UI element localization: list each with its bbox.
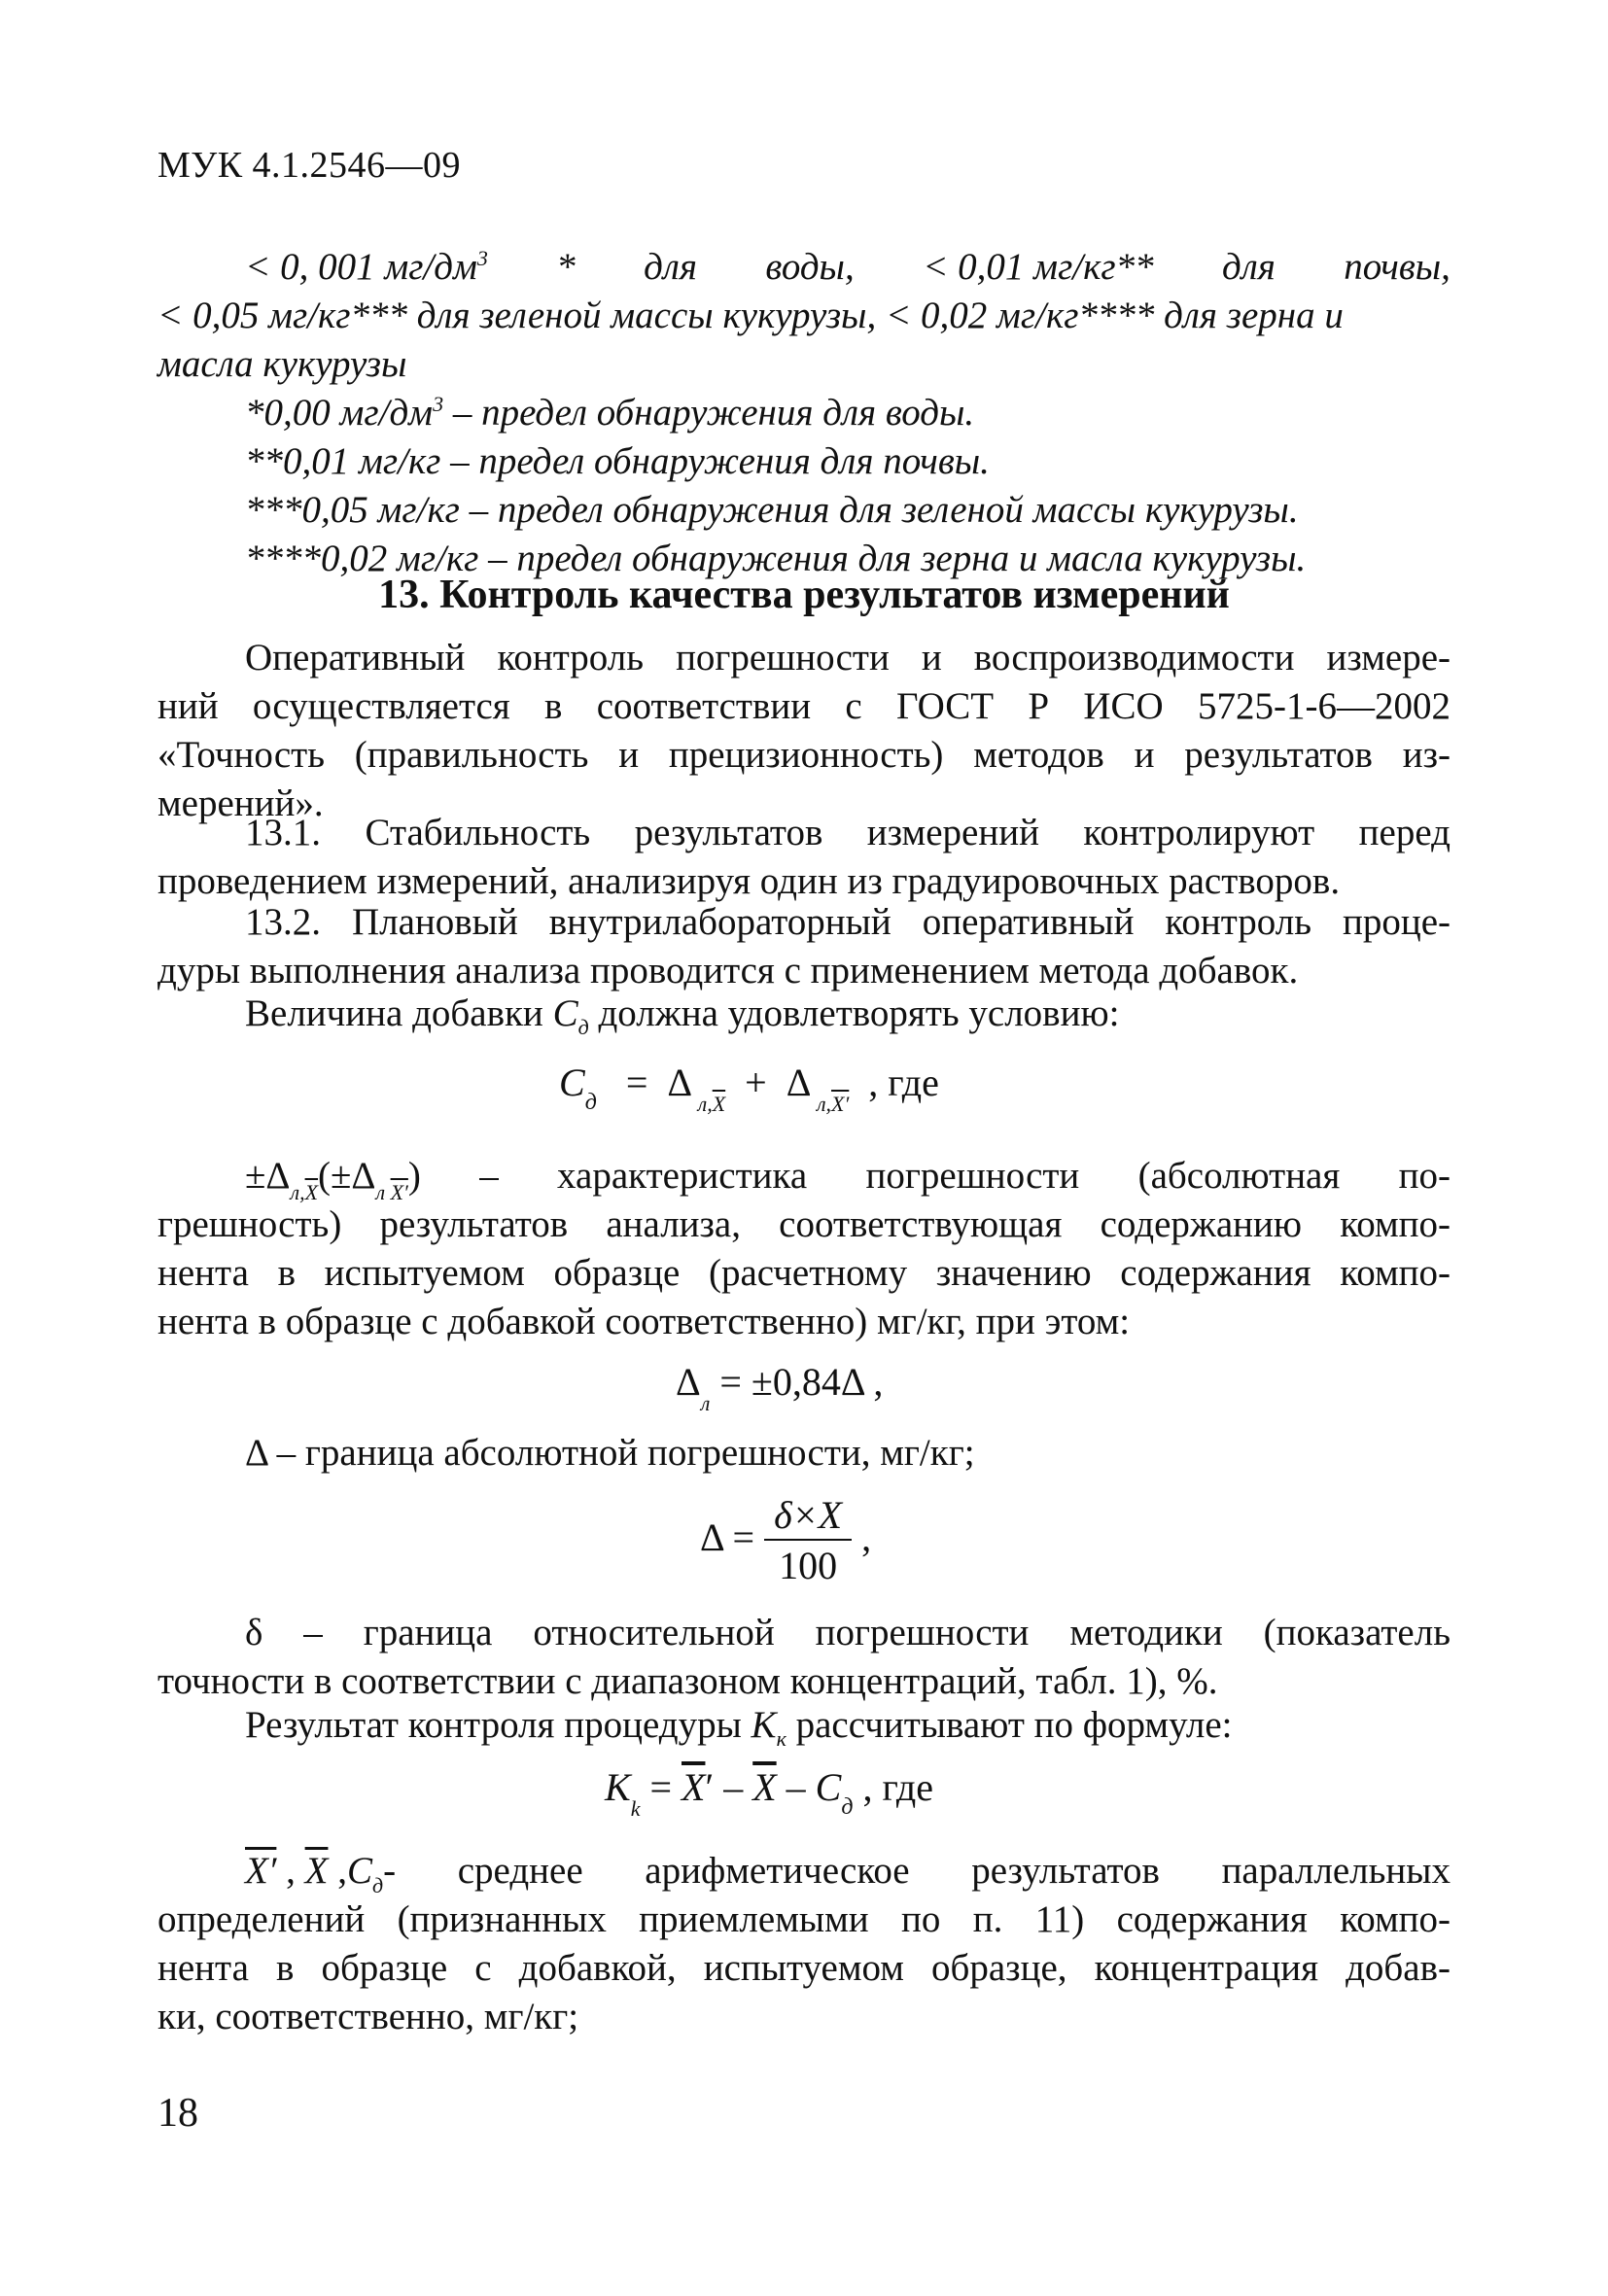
paragraph-13-2: [157, 898, 1451, 995]
p2-line-1: 13.1. Стабильность результатов измерений контролируют перед: [245, 812, 1451, 853]
section-title: 13. Контроль качества результатов измерений: [378, 573, 1230, 617]
paragraph-control: [157, 634, 1451, 828]
detection-limits: [157, 243, 1451, 583]
limits-note-2: **0,01 мг/кг – предел обнаружения для почвы.: [245, 440, 990, 482]
page-number: 18: [157, 2091, 198, 2136]
p5-line-3: нента в испытуемом образце (расчетному значению содержания компо-: [157, 1252, 1451, 1294]
p8-line: Результат контроля процедуры $K_к$ рассчитывают по формуле:: [245, 1704, 1233, 1751]
equation-kk: $K_k = \overline{X}' - \overline{X} - C_д$ , где: [605, 1765, 933, 1821]
p3-line-1: 13.2. Плановый внутрилабораторный оперативный контроль проце-: [245, 901, 1451, 943]
paragraph-13-1: [157, 809, 1451, 906]
paragraph-relative-error: [157, 1609, 1451, 1706]
equation-addition: $C_д = \Delta$ $_{л,\overline{X}}$ + Δ $_{л,X'}$ , где: [559, 1061, 939, 1116]
p3-line-2: дуры выполнения анализа проводится с применением метода добавок.: [157, 950, 1299, 991]
limits-line-3: масла кукурузы: [157, 343, 407, 385]
paragraph-addition-condition: [157, 990, 1451, 1038]
p1-line-3: «Точность (правильность и прецизионность) методов и результатов из-: [157, 734, 1451, 776]
limits-note-4: ****0,02 мг/кг – предел обнаружения для зерна и масла кукурузы.: [245, 538, 1307, 579]
p7-line-1: δ – граница относительной погрешности методики (показатель: [245, 1612, 1451, 1653]
limits-line-2: < 0,05 мг/кг*** для зеленой массы кукурузы, < 0,02 мг/кг**** для зерна и: [157, 295, 1344, 336]
document-header: МУК 4.1.2546—09: [157, 145, 462, 186]
paragraph-absolute-error: [157, 1429, 1451, 1478]
equation-delta: Δ = $\frac{\delta\times X}{100}$ ,: [700, 1493, 872, 1587]
paragraph-mean: [157, 1847, 1451, 2041]
equation-delta-l: $\Delta_л = \pm 0,84\Delta$ ,: [676, 1360, 884, 1415]
p5-line-4: нента в образце с добавкой соответственно) мг/кг, при этом:: [157, 1301, 1131, 1342]
p1-line-2: ний осуществляется в соответствии с ГОСТ Р ИСО 5725-1-6—2002: [157, 685, 1451, 727]
p9-line-2: определений (признанных приемлемыми по п. 11) содержания компо-: [157, 1898, 1451, 1940]
limits-note-3: ***0,05 мг/кг – предел обнаружения для зеленой массы кукурузы.: [245, 489, 1299, 531]
p4-line: Величина добавки $C_д$ должна удовлетворять условию:: [245, 992, 1120, 1039]
limits-note-1: *0,00 $мг/дм^3$ – предел обнаружения для воды.: [245, 392, 975, 434]
p9-line-4: ки, соответственно, мг/кг;: [157, 1996, 579, 2037]
p5-line-2: грешность) результатов анализа, соответствующая содержанию компо-: [157, 1203, 1451, 1245]
p2-line-2: проведением измерений, анализируя один из градуировочных растворов.: [157, 860, 1341, 902]
p6-line: Δ – граница абсолютной погрешности, мг/кг;: [245, 1432, 975, 1474]
p1-line-1: Оперативный контроль погрешности и воспроизводимости измере-: [245, 637, 1451, 678]
paragraph-error-characteristic: [157, 1152, 1451, 1346]
limits-line-1: < 0, 001 $мг/дм^3$ * для воды, < 0,01 мг/кг** для почвы,: [245, 246, 1451, 288]
paragraph-kk: [157, 1701, 1451, 1750]
p1-line-4: мерений».: [157, 783, 324, 824]
p5-line-1: $\pm\Delta_{л,\overline{X}}(\pm\Delta_{л X'})$ – характеристика погрешности (абсолютная по-: [245, 1155, 1451, 1204]
p7-line-2: точности в соответствии с диапазоном концентраций, табл. 1), %.: [157, 1660, 1218, 1702]
p9-line-1: X′ , $\overline{X}$ $,C_д-$ среднее арифметическое результатов параллельных: [245, 1850, 1451, 1897]
p9-line-3: нента в образце с добавкой, испытуемом образце, концентрация добав-: [157, 1947, 1451, 1989]
